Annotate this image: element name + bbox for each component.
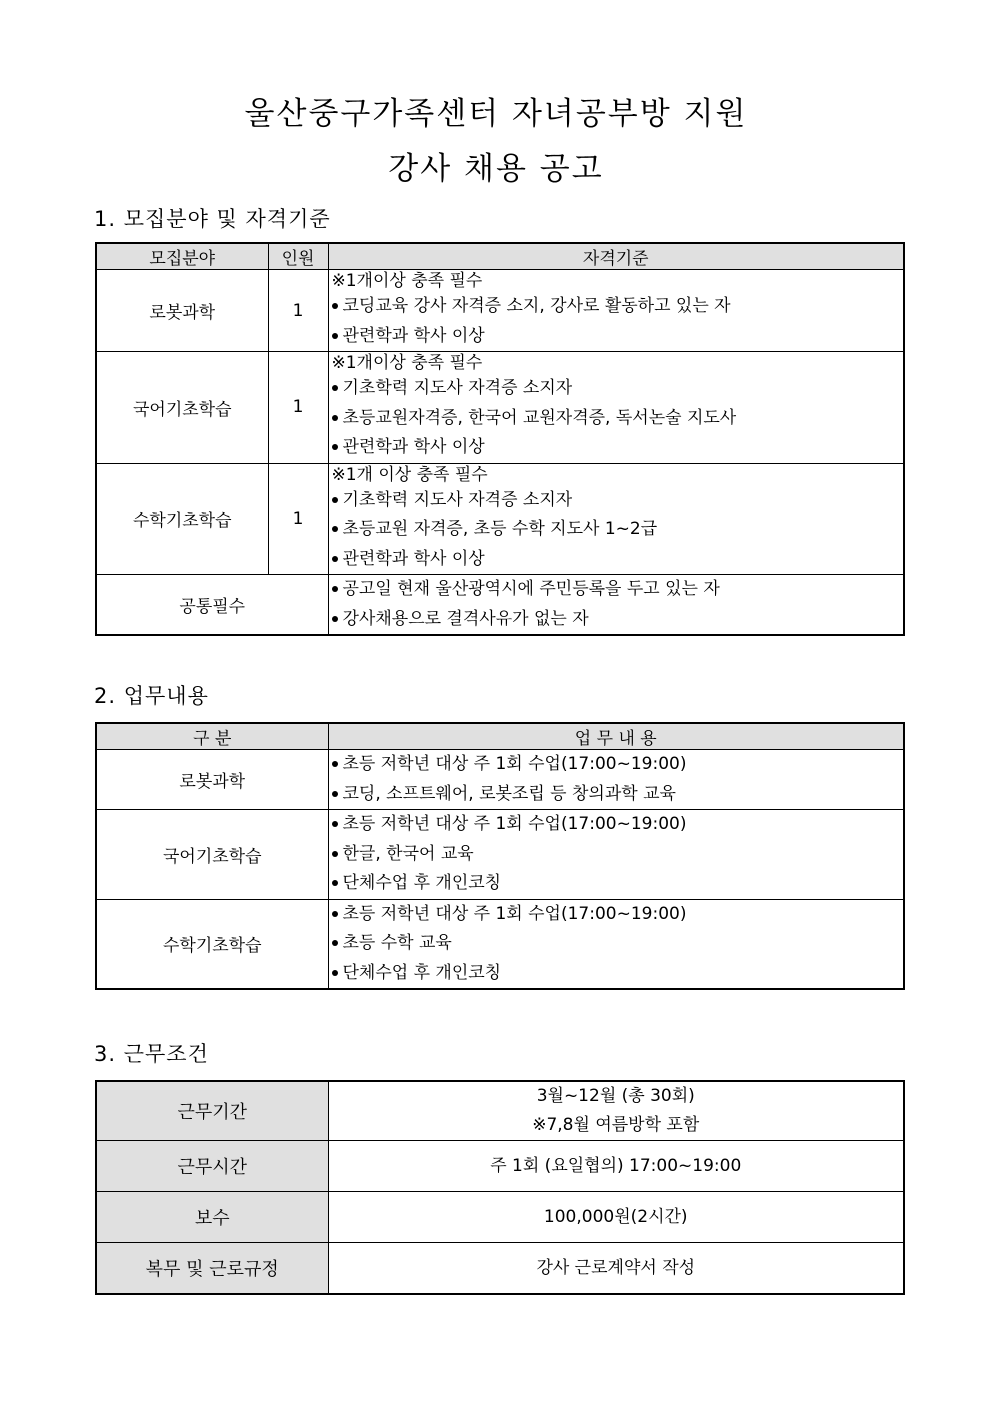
bullet-icon — [332, 444, 338, 450]
condition-value — [328, 1081, 904, 1141]
criteria-item: 기초학력 지도사 자격증 소지자 — [332, 486, 904, 516]
bullet-icon — [332, 970, 338, 976]
period-note: ※7,8월 여름방학 포함 — [532, 1115, 700, 1135]
duty-item: 초등 저학년 대상 주 1회 수업(17:00~19:00) — [332, 750, 904, 780]
duty-item: 초등 저학년 대상 주 1회 수업(17:00~19:00) — [332, 810, 904, 840]
field-cell: 로봇과학 — [96, 750, 328, 810]
common-label: 공통필수 — [96, 575, 328, 636]
condition-label: 근무기간 — [96, 1081, 328, 1141]
table-row — [96, 750, 904, 810]
bullet-icon — [332, 586, 338, 592]
qualification-table — [95, 242, 905, 636]
criteria-item: 초등교원자격증, 한국어 교원자격증, 독서논술 지도사 — [332, 404, 904, 434]
criteria-item: 초등교원 자격증, 초등 수학 지도사 1~2급 — [332, 515, 904, 545]
page-subtitle: 강사 채용 공고 — [388, 151, 604, 187]
bullet-icon — [332, 851, 338, 857]
criteria-cell — [328, 352, 904, 464]
table-row — [96, 1081, 904, 1141]
duties-table — [95, 722, 905, 990]
column-header: 인원 — [268, 243, 328, 270]
criteria-cell — [328, 463, 904, 575]
bullet-icon — [332, 761, 338, 767]
criteria-item: 관련학과 학사 이상 — [332, 322, 904, 352]
field-cell: 수학기초학습 — [96, 899, 328, 989]
table-header-row — [96, 243, 904, 270]
criteria-item: 관련학과 학사 이상 — [332, 545, 904, 575]
section1-heading: 1. 모집분야 및 자격기준 — [94, 207, 331, 231]
table-row — [96, 899, 904, 989]
count-cell: 1 — [268, 352, 328, 464]
bullet-icon — [332, 791, 338, 797]
duty-cell — [328, 750, 904, 810]
bullet-icon — [332, 556, 338, 562]
duty-item: 단체수업 후 개인코칭 — [332, 869, 904, 899]
duty-cell — [328, 810, 904, 900]
table-row — [96, 270, 904, 352]
condition-label: 보수 — [96, 1192, 328, 1243]
section2-heading: 2. 업무내용 — [94, 684, 209, 708]
table-row — [96, 1141, 904, 1192]
column-header: 모집분야 — [96, 243, 268, 270]
bullet-icon — [332, 385, 338, 391]
criteria-item: 관련학과 학사 이상 — [332, 433, 904, 463]
bullet-icon — [332, 911, 338, 917]
condition-value: 주 1회 (요일협의) 17:00~19:00 — [328, 1141, 904, 1192]
bullet-icon — [332, 415, 338, 421]
duty-item: 한글, 한국어 교육 — [332, 840, 904, 870]
criteria-item: 공고일 현재 울산광역시에 주민등록을 두고 있는 자 — [332, 575, 904, 605]
criteria-note: ※1개이상 충족 필수 — [331, 353, 483, 373]
column-header: 업 무 내 용 — [328, 723, 904, 750]
criteria-item: 기초학력 지도사 자격증 소지자 — [332, 374, 904, 404]
duty-cell — [328, 899, 904, 989]
criteria-cell — [328, 575, 904, 636]
bullet-icon — [332, 880, 338, 886]
condition-label: 복무 및 근로규정 — [96, 1243, 328, 1295]
criteria-note: ※1개이상 충족 필수 — [331, 271, 483, 291]
field-cell: 국어기초학습 — [96, 352, 268, 464]
field-cell: 국어기초학습 — [96, 810, 328, 900]
criteria-item: 강사채용으로 결격사유가 없는 자 — [332, 605, 904, 635]
bullet-icon — [332, 616, 338, 622]
bullet-icon — [332, 303, 338, 309]
table-row — [96, 463, 904, 575]
criteria-item: 코딩교육 강사 자격증 소지, 강사로 활동하고 있는 자 — [332, 292, 904, 322]
period-text: 3월~12월 (총 30회) — [536, 1086, 695, 1106]
bullet-icon — [332, 497, 338, 503]
duty-item: 초등 수학 교육 — [332, 929, 904, 959]
table-row — [96, 1192, 904, 1243]
conditions-table — [95, 1080, 905, 1295]
table-row — [96, 575, 904, 636]
page-title: 울산중구가족센터 자녀공부방 지원 — [244, 96, 748, 132]
condition-value: 강사 근로계약서 작성 — [328, 1243, 904, 1295]
count-cell: 1 — [268, 270, 328, 352]
table-row — [96, 352, 904, 464]
bullet-icon — [332, 821, 338, 827]
column-header: 구 분 — [96, 723, 328, 750]
criteria-cell — [328, 270, 904, 352]
table-row — [96, 1243, 904, 1295]
field-cell: 수학기초학습 — [96, 463, 268, 575]
criteria-note: ※1개 이상 충족 필수 — [331, 464, 488, 485]
duty-item: 초등 저학년 대상 주 1회 수업(17:00~19:00) — [332, 900, 904, 930]
field-cell: 로봇과학 — [96, 270, 268, 352]
bullet-icon — [332, 526, 338, 532]
condition-value: 100,000원(2시간) — [328, 1192, 904, 1243]
count-cell: 1 — [268, 463, 328, 575]
table-row — [96, 810, 904, 900]
condition-label: 근무시간 — [96, 1141, 328, 1192]
column-header: 자격기준 — [328, 243, 904, 270]
bullet-icon — [332, 333, 338, 339]
bullet-icon — [332, 940, 338, 946]
duty-item: 단체수업 후 개인코칭 — [332, 959, 904, 989]
duty-item: 코딩, 소프트웨어, 로봇조립 등 창의과학 교육 — [332, 780, 904, 810]
section3-heading: 3. 근무조건 — [94, 1042, 209, 1066]
table-header-row — [96, 723, 904, 750]
